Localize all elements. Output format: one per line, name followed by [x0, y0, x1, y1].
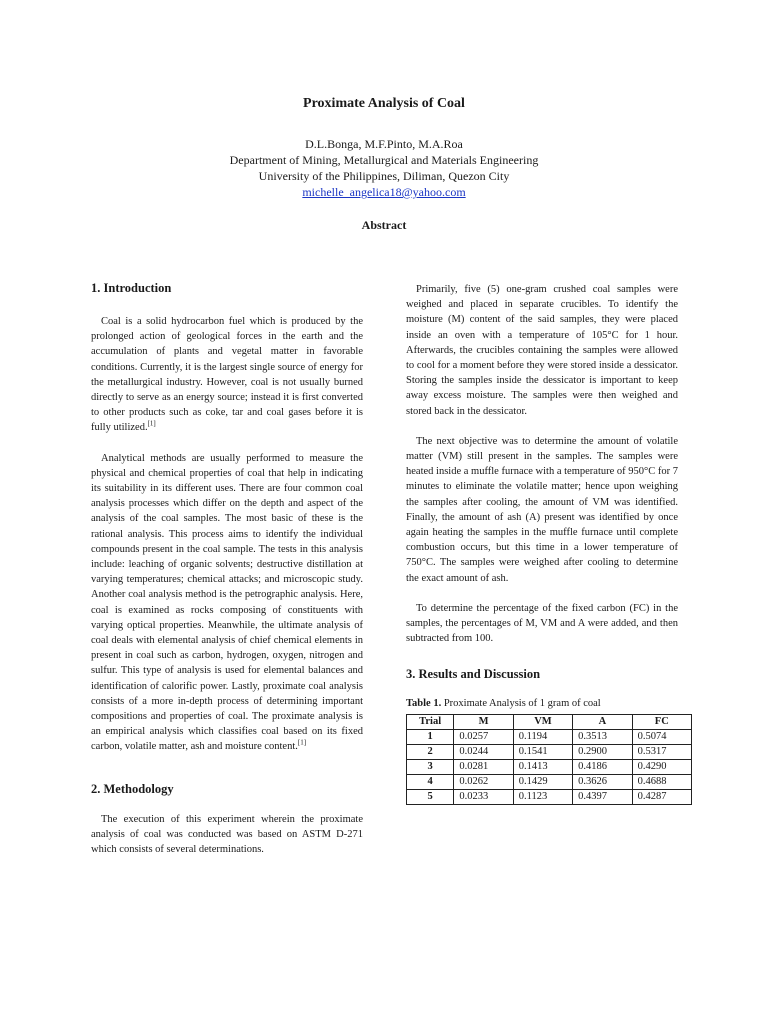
table-cell: 0.4688: [632, 774, 691, 789]
table-cell: 4: [407, 774, 454, 789]
table-cell: 0.4186: [573, 759, 632, 774]
table-cell: 0.1429: [513, 774, 572, 789]
table-cell: 0.2900: [573, 744, 632, 759]
author-email-link[interactable]: michelle_angelica18@yahoo.com: [302, 185, 466, 199]
header-moisture: M: [454, 714, 513, 729]
header-ash: A: [573, 714, 632, 729]
table-row: [407, 774, 692, 789]
intro-paragraph-2: Analytical methods are usually performed to measure the physical and chemical properties of coal that help in indicating its suitability in its different uses. There are four common coal analysis processes which differ on the depth and aspect of the analysis of the coal samples. The most basic of these is the rational analysis. This process aims to identify the individual compounds present in the coal sample. The tests in this analysis include: leaching of organic solvents; destructive distillation at varying temperatures; chemical attacks; and microscopic study. Another coal analysis method is the petrographic analysis. Here, coal is examined as rocks composing of constituents with varying optical properties. Meanwhile, the ultimate analysis of coal deals with elemental analysis of chief chemical elements in present in coal such as carbon, hydrogen, oxygen, nitrogen and sulfur. This type of analysis is used for elemental balances and identification of calorific power. Lastly, proximate coal analysis consists of a more in-depth process of determining important compositions and properties of coal. The proximate analysis is an empirical analysis which classifies coal based on its fixed carbon, volatile matter, ash and moisture content.[1]: [91, 452, 363, 753]
table-cell: 0.4290: [632, 759, 691, 774]
citation-ref: [1]: [297, 738, 307, 747]
methodology-paragraph-1: The execution of this experiment wherein the proximate analysis of coal was conducted was based on ASTM D-271 which consists of several determinations.: [91, 813, 363, 856]
table-cell: 0.0262: [454, 774, 513, 789]
table-row: [407, 759, 692, 774]
table-cell: 2: [407, 744, 454, 759]
affiliation-university: University of the Philippines, Diliman, Quezon City: [258, 169, 510, 183]
email-line: [0, 184, 768, 200]
table-row: [407, 729, 692, 744]
table-cell: 0.3513: [573, 729, 632, 744]
introduction-heading: 1. Introduction: [91, 281, 172, 295]
table-cell: 0.0233: [454, 789, 513, 804]
citation-ref: [1]: [147, 419, 156, 428]
table-cell: 0.1413: [513, 759, 572, 774]
methodology-paragraph-4: To determine the percentage of the fixed carbon (FC) in the samples, the percentages of M, VM and A were added, and then subtracted from 100.: [406, 602, 678, 645]
table-cell: 0.5074: [632, 729, 691, 744]
table-cell: 0.4397: [573, 789, 632, 804]
right-column: [406, 282, 678, 805]
paper-title: Proximate Analysis of Coal: [303, 96, 465, 111]
table-cell: 0.0257: [454, 729, 513, 744]
methodology-paragraph-2: Primarily, five (5) one-gram crushed coal samples were weighed and placed in separate crucibles. To identify the moisture (M) content of the said samples, they were placed inside an oven with a temperature of 105°C for 1 hour. Afterwards, the crucibles containing the samples were allowed to cool for a moment before they were stored inside a dessicator. Storing the samples inside the dessicator is important to keep away excess moisture. The samples were then weighed and stored back in the dessicator.: [406, 284, 678, 417]
table-cell: 0.0281: [454, 759, 513, 774]
table-cell: 0.0244: [454, 744, 513, 759]
affiliation-department: Department of Mining, Metallurgical and Materials Engineering: [229, 153, 539, 167]
table-cell: 0.1541: [513, 744, 572, 759]
abstract-heading: Abstract: [361, 218, 407, 232]
table-cell: 0.4287: [632, 789, 691, 804]
table-row: [407, 744, 692, 759]
methodology-heading: 2. Methodology: [91, 781, 174, 796]
table-cell: 5: [407, 789, 454, 804]
left-column: [91, 280, 363, 857]
author-list: D.L.Bonga, M.F.Pinto, M.A.Roa: [305, 137, 463, 151]
table-cell: 1: [407, 729, 454, 744]
table-cell: 0.3626: [573, 774, 632, 789]
header-trial: Trial: [407, 714, 454, 729]
table-caption: Table 1. Proximate Analysis of 1 gram of coal: [406, 698, 601, 710]
results-heading: 3. Results and Discussion: [406, 667, 541, 682]
intro-paragraph-1: Coal is a solid hydrocarbon fuel which is produced by the prolonged action of geological forces in the earth and the accumulation of plants and vegetal matter in favorable conditions. Currently, it is the largest single source of energy for the metallurgical industry. However, coal is not usually burned directly to serve as an energy source; instead it is first converted to other products such as coke, tar and coal gases before it is fully utilized.[1]: [91, 316, 363, 434]
table-header-row: [407, 714, 692, 729]
table-cell: 0.5317: [632, 744, 691, 759]
methodology-paragraph-3: The next objective was to determine the amount of volatile matter (VM) still present in the samples. The samples were heated inside a muffle furnace with a temperature of 950°C for 7 minutes to eliminate the volatile matter; hence upon weighing the samples after cooling, the amount of VM was identified. Finally, the amount of ash (A) present was identified by once again heating the samples in the muffle furnace until complete combustion occurs, but this time in a lower temperature of 750°C. The samples were weighed after cooling to determine the exact amount of ash.: [406, 435, 678, 584]
table-row: [407, 789, 692, 804]
table-cell: 0.1123: [513, 789, 572, 804]
header-fixed-carbon: FC: [632, 714, 691, 729]
header-volatile-matter: VM: [513, 714, 572, 729]
table-cell: 0.1194: [513, 729, 572, 744]
table-cell: 3: [407, 759, 454, 774]
proximate-analysis-table: [406, 714, 692, 805]
